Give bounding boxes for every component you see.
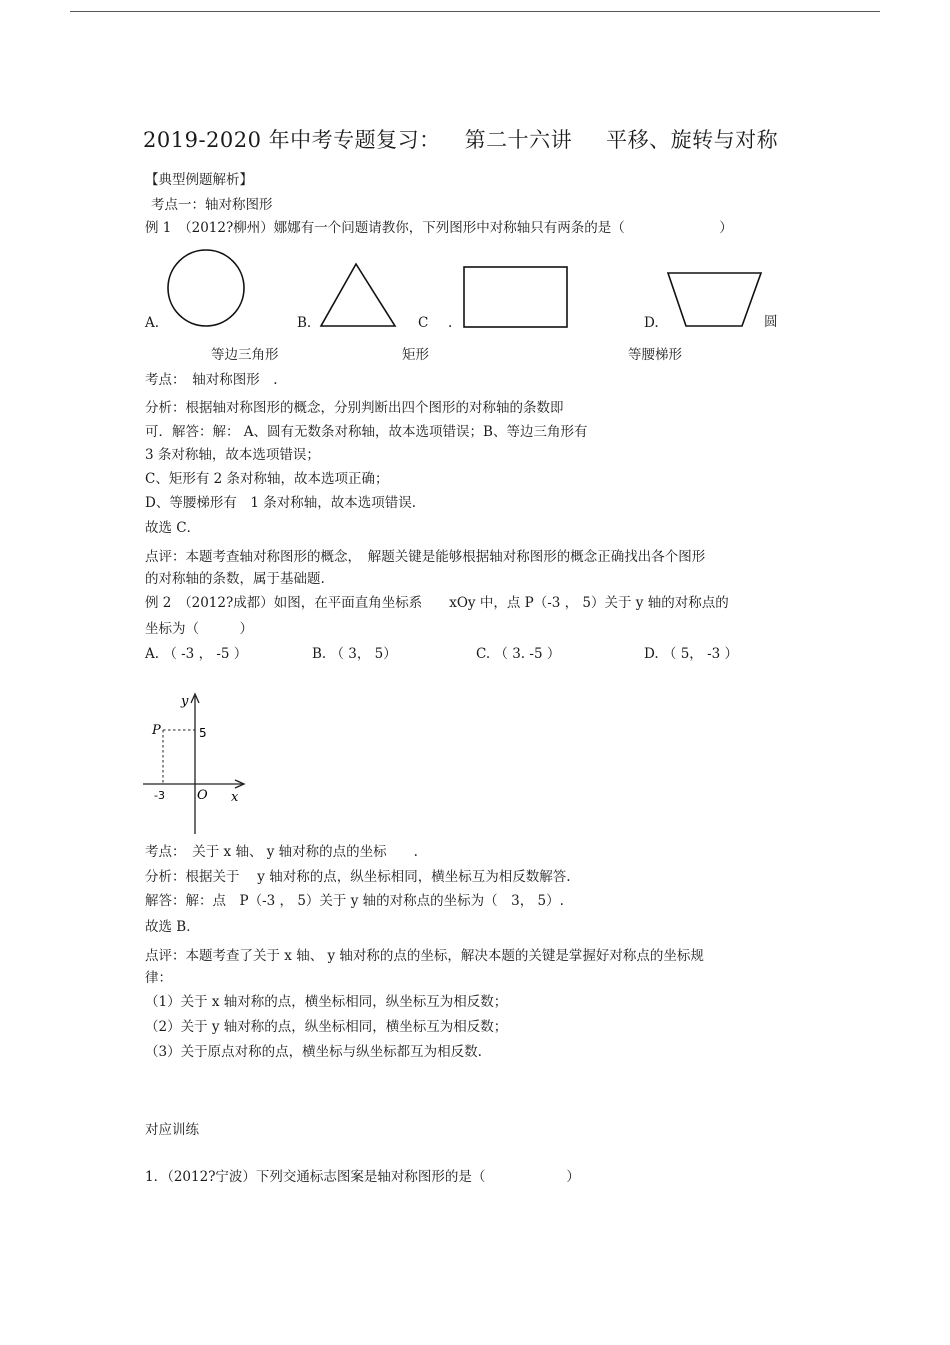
example-1-analysis-1: 分析：根据轴对称图形的概念，分别判断出四个图形的对称轴的条数即 bbox=[145, 400, 564, 416]
y-tick-label: 5 bbox=[199, 726, 207, 740]
label-circle: 圆 bbox=[764, 314, 778, 330]
example-2-option-c: C. （ 3. -5 ） bbox=[476, 646, 561, 662]
x-tick-label: -3 bbox=[154, 789, 165, 802]
label-rectangle: 矩形 bbox=[402, 347, 429, 363]
example-2-analysis: 分析：根据关于 y 轴对称的点，纵坐标相同，横坐标互为相反数解答. bbox=[145, 869, 571, 885]
title-part-1: 2019-2020 年中考专题复习： bbox=[143, 128, 441, 152]
practice-question-1: 1．（2012?宁波）下列交通标志图案是轴对称图形的是（ ） bbox=[145, 1169, 580, 1185]
example-1-analysis-3: 3 条对称轴，故本选项错误； bbox=[145, 447, 320, 463]
label-triangle: 等边三角形 bbox=[211, 347, 279, 363]
practice-header: 对应训练 bbox=[145, 1122, 199, 1138]
example-2-comment-2: 律： bbox=[145, 970, 172, 986]
example-2-option-d: D. （ 5， -3 ） bbox=[644, 646, 739, 662]
example-1-analysis-2: 可．解答：解： A、圆有无数条对称轴，故本选项错误；B、等边三角形有 bbox=[145, 424, 588, 440]
example-1-kaodian: 考点： 轴对称图形 . bbox=[145, 372, 278, 388]
example-2-rule-2: （2）关于 y 轴对称的点，纵坐标相同，横坐标互为相反数； bbox=[145, 1019, 508, 1035]
rectangle-figure bbox=[462, 265, 570, 331]
example-2-option-a: A. （ -3 ， -5 ） bbox=[145, 646, 248, 662]
example-1-comment-1: 点评：本题考查轴对称图形的概念， 解题关键是能够根据轴对称图形的概念正确找出各个图形 bbox=[145, 549, 706, 565]
example-1-answer: 故选 C． bbox=[145, 520, 201, 536]
example-1-question: 例 1 （2012?柳州）娜娜有一个问题请教你，下列图形中对称轴只有两条的是（ ） bbox=[145, 220, 733, 236]
option-d-label: D. bbox=[644, 315, 659, 331]
example-2-kaodian: 考点： 关于 x 轴、 y 轴对称的点的坐标 . bbox=[145, 844, 418, 860]
circle-figure bbox=[165, 248, 249, 332]
origin-label: O bbox=[197, 788, 208, 803]
page-title bbox=[143, 126, 778, 154]
circle-shape bbox=[168, 250, 244, 326]
x-axis-label: x bbox=[231, 790, 239, 805]
example-1-analysis-4: C、矩形有 2 条对称轴，故本选项正确； bbox=[145, 471, 389, 487]
coordinate-graph bbox=[140, 688, 252, 836]
example-2-option-b: B. （ 3， 5） bbox=[312, 646, 397, 662]
option-a-label: A. bbox=[145, 315, 160, 331]
triangle-shape bbox=[321, 264, 395, 326]
example-2-solution: 解答：解：点 P（-3 ， 5）关于 y 轴的对称点的坐标为（ 3， 5）. bbox=[145, 893, 564, 909]
example-2-rule-3: （3）关于原点对称的点，横坐标与纵坐标都互为相反数. bbox=[145, 1044, 482, 1060]
example-2-question-1: 例 2 （2012?成都）如图，在平面直角坐标系 xOy 中，点 P（-3 ， 5）关于 y 轴的对称点的 bbox=[145, 595, 729, 611]
option-c-label: C bbox=[418, 315, 429, 331]
triangle-figure bbox=[318, 260, 402, 332]
top-rule bbox=[70, 11, 880, 12]
example-1-analysis-5: D、等腰梯形有 1 条对称轴，故本选项错误. bbox=[145, 495, 416, 511]
section-header: 【典型例题解析】 bbox=[145, 172, 253, 188]
rectangle-shape bbox=[464, 267, 567, 327]
example-2-question-2: 坐标为（ ） bbox=[145, 621, 253, 637]
title-part-2: 第二十六讲 bbox=[464, 128, 573, 152]
kaodian-1-title: 考点一：轴对称图形 bbox=[151, 197, 273, 213]
example-1-comment-2: 的对称轴的条数，属于基础题. bbox=[145, 571, 325, 587]
trapezoid-shape bbox=[668, 273, 761, 326]
example-2-answer: 故选 B． bbox=[145, 919, 200, 935]
y-axis-label: y bbox=[181, 694, 189, 709]
point-p-label: P bbox=[152, 723, 161, 738]
trapezoid-figure bbox=[665, 270, 765, 332]
title-part-3: 平移、旋转与对称 bbox=[606, 128, 779, 152]
option-b-label: B. bbox=[297, 315, 312, 331]
example-2-rule-1: （1）关于 x 轴对称的点，横坐标相同，纵坐标互为相反数； bbox=[145, 994, 508, 1010]
option-c-dot: . bbox=[448, 315, 453, 331]
label-trapezoid: 等腰梯形 bbox=[628, 347, 682, 363]
example-2-comment-1: 点评：本题考查了关于 x 轴、 y 轴对称的点的坐标，解决本题的关键是掌握好对称点的坐标规 bbox=[145, 948, 704, 964]
